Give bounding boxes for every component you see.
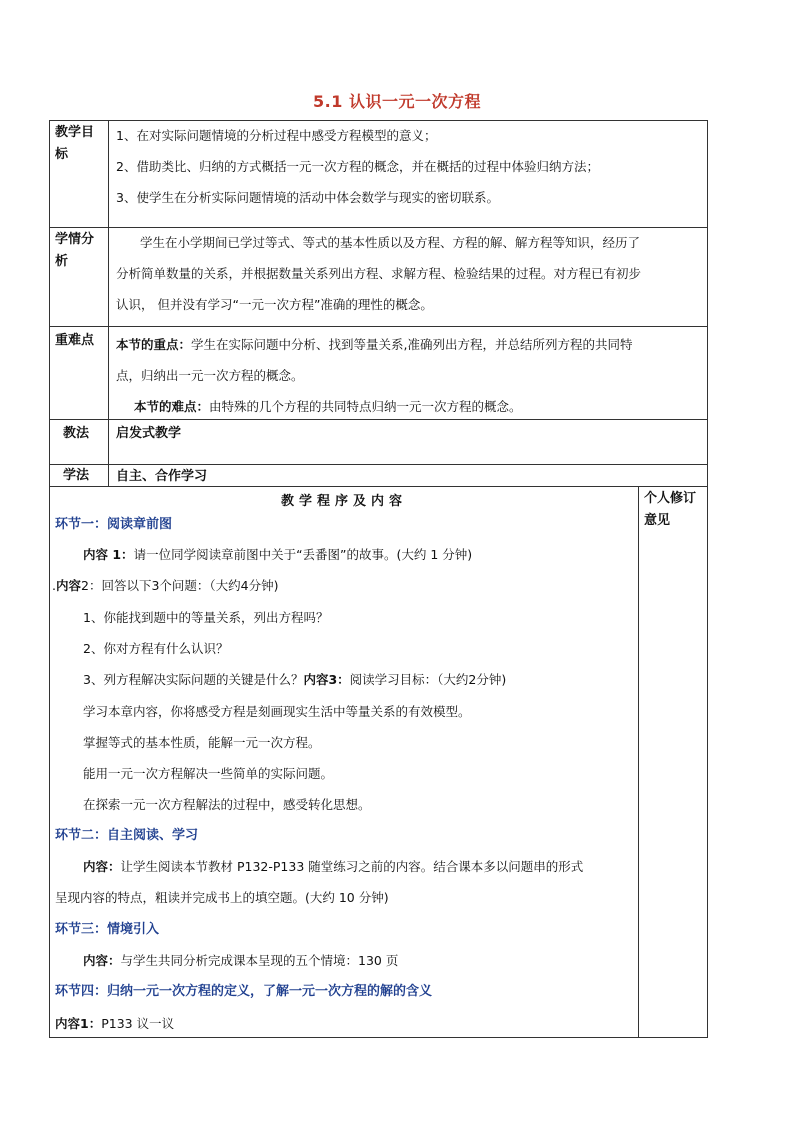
content-line: [52, 577, 279, 595]
section-title: 环节三：情境引入: [55, 922, 160, 937]
revision-header: 个人修订意见: [644, 491, 697, 528]
learning-method-label: 学法: [63, 468, 90, 483]
page-title: 5.1 认识一元一次方程: [313, 92, 481, 111]
learning-method-value: 自主、合作学习: [116, 469, 208, 484]
content-line: [83, 858, 583, 876]
section-title: 环节一：阅读章前图: [55, 517, 173, 532]
analysis-label: 学情分析: [55, 232, 95, 269]
goal-item: 2、借助类比、归纳的方式概括一元一次方程的概念，并在概括的过程中体验归纳方法；: [116, 159, 599, 174]
difficulty-text: 由特殊的几个方程的共同特点归纳一元一次方程的概念。: [209, 399, 522, 414]
content-text: 让学生阅读本节教材 P132-P133 随堂练习之前的内容。结合课本多以问题串的形式: [120, 859, 584, 874]
key-point-heading: 本节的重点：: [116, 337, 192, 352]
content-line: [83, 952, 398, 970]
content-line: [55, 1015, 174, 1033]
objective-line: 能用一元一次方程解决一些简单的实际问题。: [83, 766, 334, 781]
question-item: [83, 671, 506, 689]
row-divider: [49, 326, 708, 327]
row-divider: [49, 419, 708, 420]
question-text: 3、列方程解决实际问题的关键是什么？: [83, 672, 304, 687]
difficulty-line: [134, 398, 522, 416]
key-point-line: [116, 336, 633, 354]
content-label: 内容1：: [55, 1016, 102, 1031]
question-item: 1、你能找到题中的等量关系，列出方程吗？: [83, 610, 329, 625]
content-line: [83, 546, 472, 564]
revision-column-divider: [638, 486, 639, 1038]
content-label: 内容: [55, 578, 81, 593]
content-label: 内容3：: [303, 672, 350, 687]
content-text: 与学生共同分析完成课本呈现的五个情境：130 页: [120, 953, 399, 968]
key-point-line: 点，归纳出一元一次方程的概念。: [116, 368, 304, 383]
row-divider: [49, 464, 708, 465]
analysis-line: 分析简单数量的关系，并根据数量关系列出方程、求解方程、检验结果的过程。对方程已有初步: [116, 266, 642, 281]
content-text: 请一位同学阅读章前图中关于“丢番图”的故事。(大约 1 分钟): [133, 547, 473, 562]
row-divider: [49, 486, 708, 487]
teaching-method-value: 启发式教学: [116, 426, 182, 441]
section-title: 环节四：归纳一元一次方程的定义，了解一元一次方程的解的含义: [55, 984, 433, 999]
content-prefix: .: [52, 578, 56, 593]
goals-label: 教学目标: [55, 125, 95, 162]
row-divider: [49, 227, 708, 228]
objective-line: 掌握等式的基本性质，能解一元一次方程。: [83, 735, 321, 750]
key-points-label: 重难点: [55, 333, 95, 348]
objective-line: 在探索一元一次方程解法的过程中，感受转化思想。: [83, 797, 371, 812]
key-point-text: 学生在实际问题中分析、找到等量关系,准确列出方程，并总结所列方程的共同特: [191, 337, 633, 352]
teaching-method-label: 教法: [63, 426, 90, 441]
content-text: P133 议一议: [101, 1016, 175, 1031]
content-text: 阅读学习目标：（大约2分钟): [349, 672, 507, 687]
content-label: 内容 1：: [83, 547, 134, 562]
content-label: 内容：: [83, 859, 121, 874]
analysis-line: 学生在小学期间已学过等式、等式的基本性质以及方程、方程的解、解方程等知识，经历了: [140, 235, 641, 250]
difficulty-heading: 本节的难点：: [134, 399, 210, 414]
section-title: 环节二：自主阅读、学习: [55, 828, 199, 843]
question-item: 2、你对方程有什么认识？: [83, 641, 229, 656]
content-line: 呈现内容的特点，粗读并完成书上的填空题。(大约 10 分钟): [55, 890, 389, 905]
goal-item: 1、在对实际问题情境的分析过程中感受方程模型的意义；: [116, 128, 437, 143]
content-text: 2：回答以下3个问题：（大约4分钟): [81, 578, 279, 593]
analysis-line: 认识， 但并没有学习“一元一次方程”准确的理性的概念。: [116, 297, 433, 312]
procedure-header: 教学程序及内容: [280, 494, 407, 509]
goal-item: 3、使学生在分析实际问题情境的活动中体会数学与现实的密切联系。: [116, 190, 499, 205]
content-label: 内容：: [83, 953, 121, 968]
objective-line: 学习本章内容，你将感受方程是刻画现实生活中等量关系的有效模型。: [83, 704, 471, 719]
